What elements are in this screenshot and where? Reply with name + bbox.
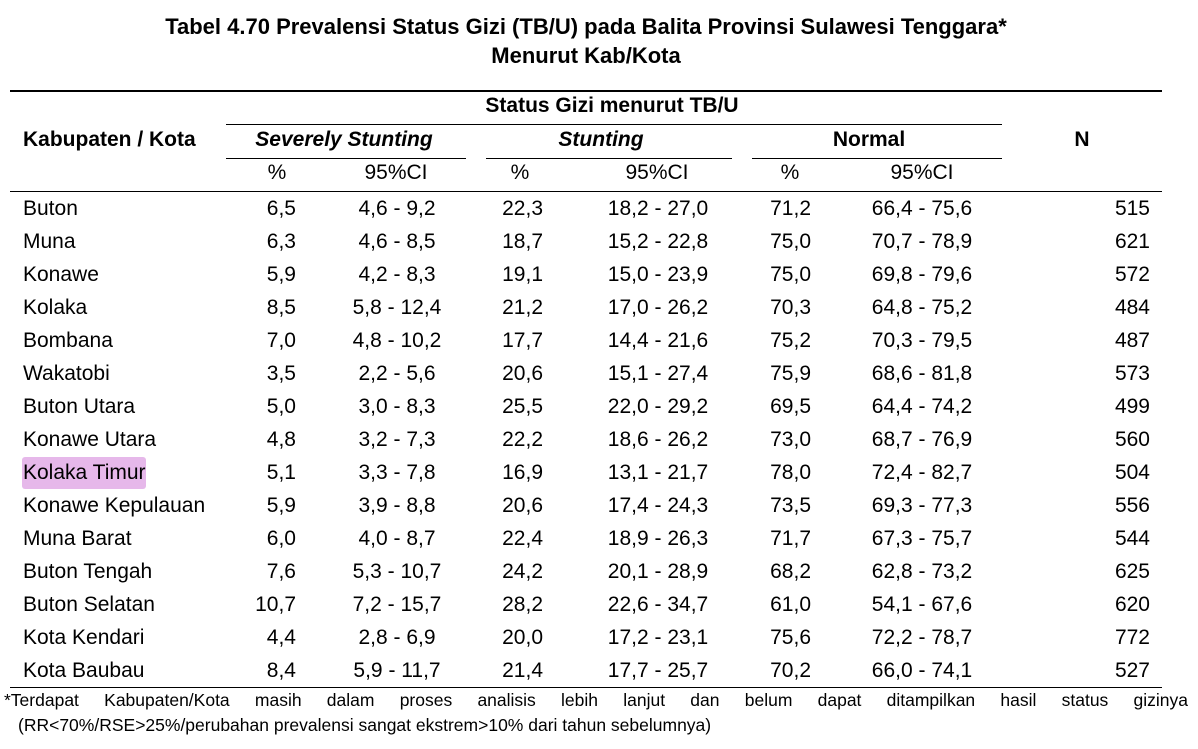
cell-ss-ci: 4,0 - 8,7	[358, 527, 436, 550]
cell-st-pct: 21,2	[502, 296, 543, 319]
cell-no-pct: 73,0	[770, 428, 811, 451]
cell-no-pct: 69,5	[770, 395, 811, 418]
stunting-ci-header: 95%CI	[625, 161, 689, 184]
cell-name: Buton Utara	[23, 395, 136, 418]
cell-name: Kota Baubau	[23, 659, 145, 682]
cell-ss-pct: 4,4	[266, 626, 296, 649]
cell-ss-ci: 4,2 - 8,3	[358, 263, 436, 286]
group-header: Status Gizi menurut TB/U	[485, 94, 739, 117]
cell-ss-ci: 3,9 - 8,8	[358, 494, 436, 517]
cell-no-pct: 70,3	[770, 296, 811, 319]
cell-name: Konawe	[23, 263, 99, 286]
cell-n: 772	[1114, 626, 1150, 649]
cell-ss-pct: 5,9	[266, 263, 296, 286]
normal-pct-header: %	[780, 161, 800, 184]
cell-ss-pct: 4,8	[266, 428, 296, 451]
cell-ss-ci: 3,0 - 8,3	[358, 395, 436, 418]
cell-n: 484	[1114, 296, 1150, 319]
cell-ss-pct: 7,0	[266, 329, 296, 352]
cell-ss-ci: 2,8 - 6,9	[358, 626, 436, 649]
cell-n: 499	[1114, 395, 1150, 418]
subgroup-rule-normal	[752, 158, 1002, 159]
normal-ci-header: 95%CI	[890, 161, 954, 184]
cell-n: 625	[1114, 560, 1150, 583]
cell-st-ci: 17,4 - 24,3	[607, 494, 709, 517]
group-rule	[226, 124, 1002, 125]
cell-st-ci: 17,7 - 25,7	[607, 659, 709, 682]
cell-n: 556	[1114, 494, 1150, 517]
cell-no-pct: 75,0	[770, 263, 811, 286]
cell-ss-pct: 6,0	[266, 527, 296, 550]
table-title-line1: Tabel 4.70 Prevalensi Status Gizi (TB/U) pada Balita Provinsi Sulawesi Tenggara*	[165, 14, 1007, 39]
cell-no-ci: 72,2 - 78,7	[871, 626, 973, 649]
cell-ss-ci: 4,8 - 10,2	[352, 329, 442, 352]
cell-no-ci: 66,0 - 74,1	[871, 659, 973, 682]
cell-no-pct: 61,0	[770, 593, 811, 616]
cell-st-pct: 18,7	[502, 230, 543, 253]
cell-st-pct: 22,4	[502, 527, 543, 550]
cell-ss-pct: 6,3	[266, 230, 296, 253]
cell-no-pct: 75,9	[770, 362, 811, 385]
cell-st-ci: 15,2 - 22,8	[607, 230, 709, 253]
cell-st-pct: 25,5	[502, 395, 543, 418]
cell-st-ci: 20,1 - 28,9	[607, 560, 709, 583]
cell-st-pct: 24,2	[502, 560, 543, 583]
cell-no-ci: 70,3 - 79,5	[871, 329, 973, 352]
cell-no-ci: 67,3 - 75,7	[871, 527, 973, 550]
cell-no-ci: 64,8 - 75,2	[871, 296, 973, 319]
cell-ss-pct: 3,5	[266, 362, 296, 385]
top-rule	[10, 90, 1162, 92]
cell-n: 572	[1114, 263, 1150, 286]
cell-name: Muna	[23, 230, 76, 253]
cell-st-pct: 22,3	[502, 197, 543, 220]
cell-n: 560	[1114, 428, 1150, 451]
cell-no-ci: 70,7 - 78,9	[871, 230, 973, 253]
cell-name: Bombana	[23, 329, 113, 352]
cell-no-pct: 71,7	[770, 527, 811, 550]
normal-header: Normal	[832, 128, 906, 151]
cell-n: 573	[1114, 362, 1150, 385]
cell-no-pct: 75,0	[770, 230, 811, 253]
stunting-header: Stunting	[558, 128, 644, 151]
cell-ss-ci: 3,2 - 7,3	[358, 428, 436, 451]
cell-name: Wakatobi	[23, 362, 110, 385]
footnote-line1: *Terdapat Kabupaten/Kota masih dalam proses analisis lebih lanjut dan belum dapat ditampilkan hasil status gizinya	[4, 690, 1188, 710]
cell-ss-pct: 5,1	[266, 461, 296, 484]
cell-st-pct: 20,0	[502, 626, 543, 649]
cell-no-ci: 64,4 - 74,2	[871, 395, 973, 418]
subgroup-rule-stunting	[486, 158, 732, 159]
cell-no-pct: 68,2	[770, 560, 811, 583]
cell-no-pct: 71,2	[770, 197, 811, 220]
table-title	[0, 12, 1172, 70]
severely-pct-header: %	[267, 161, 287, 184]
region-header: Kabupaten / Kota	[23, 128, 196, 151]
cell-st-pct: 22,2	[502, 428, 543, 451]
cell-st-pct: 20,6	[502, 362, 543, 385]
cell-name: Kolaka	[23, 296, 88, 319]
n-header: N	[1074, 128, 1090, 151]
cell-n: 487	[1114, 329, 1150, 352]
cell-ss-ci: 4,6 - 8,5	[358, 230, 436, 253]
cell-ss-pct: 5,0	[266, 395, 296, 418]
cell-st-pct: 17,7	[502, 329, 543, 352]
cell-ss-ci: 5,3 - 10,7	[352, 560, 442, 583]
table-title-line2: Menurut Kab/Kota	[491, 43, 681, 68]
cell-name: Buton Tengah	[23, 560, 153, 583]
cell-ss-pct: 7,6	[266, 560, 296, 583]
cell-name: Kolaka Timur	[23, 461, 146, 484]
cell-ss-pct: 6,5	[266, 197, 296, 220]
cell-ss-ci: 4,6 - 9,2	[358, 197, 436, 220]
cell-st-pct: 21,4	[502, 659, 543, 682]
severely-ci-header: 95%CI	[364, 161, 428, 184]
subgroup-rule-severely	[226, 158, 466, 159]
cell-no-ci: 72,4 - 82,7	[871, 461, 973, 484]
cell-st-ci: 17,0 - 26,2	[607, 296, 709, 319]
table-bottom-rule	[10, 687, 1162, 688]
cell-ss-pct: 8,5	[266, 296, 296, 319]
cell-ss-ci: 7,2 - 15,7	[352, 593, 442, 616]
severely-stunting-header: Severely Stunting	[255, 128, 433, 151]
cell-name: Buton	[23, 197, 78, 220]
cell-no-ci: 62,8 - 73,2	[871, 560, 973, 583]
cell-no-ci: 66,4 - 75,6	[871, 197, 973, 220]
cell-st-ci: 18,9 - 26,3	[607, 527, 709, 550]
cell-st-ci: 15,1 - 27,4	[607, 362, 709, 385]
cell-st-ci: 18,2 - 27,0	[607, 197, 709, 220]
cell-name: Kota Kendari	[23, 626, 145, 649]
cell-no-ci: 54,1 - 67,6	[871, 593, 973, 616]
footnote-line2: (RR<70%/RSE>25%/perubahan prevalensi sangat ekstrem>10% dari tahun sebelumnya)	[18, 715, 712, 735]
cell-st-ci: 15,0 - 23,9	[607, 263, 709, 286]
cell-no-pct: 78,0	[770, 461, 811, 484]
cell-no-pct: 75,6	[770, 626, 811, 649]
cell-no-ci: 68,7 - 76,9	[871, 428, 973, 451]
cell-no-pct: 70,2	[770, 659, 811, 682]
cell-st-ci: 13,1 - 21,7	[607, 461, 709, 484]
stunting-pct-header: %	[510, 161, 530, 184]
cell-n: 621	[1114, 230, 1150, 253]
cell-st-ci: 17,2 - 23,1	[607, 626, 709, 649]
cell-n: 504	[1114, 461, 1150, 484]
cell-n: 620	[1114, 593, 1150, 616]
cell-st-ci: 22,0 - 29,2	[607, 395, 709, 418]
cell-ss-pct: 5,9	[266, 494, 296, 517]
cell-no-ci: 69,3 - 77,3	[871, 494, 973, 517]
header-bottom-rule	[10, 191, 1162, 192]
cell-no-ci: 68,6 - 81,8	[871, 362, 973, 385]
cell-ss-ci: 5,9 - 11,7	[353, 659, 441, 682]
cell-st-pct: 19,1	[502, 263, 543, 286]
cell-st-pct: 16,9	[502, 461, 543, 484]
cell-st-ci: 18,6 - 26,2	[607, 428, 709, 451]
cell-no-ci: 69,8 - 79,6	[871, 263, 973, 286]
cell-name: Konawe Kepulauan	[23, 494, 206, 517]
cell-ss-ci: 3,3 - 7,8	[358, 461, 436, 484]
cell-no-pct: 73,5	[770, 494, 811, 517]
cell-ss-ci: 5,8 - 12,4	[352, 296, 442, 319]
cell-name: Muna Barat	[23, 527, 132, 550]
cell-n: 544	[1114, 527, 1150, 550]
cell-st-ci: 14,4 - 21,6	[607, 329, 709, 352]
cell-no-pct: 75,2	[770, 329, 811, 352]
cell-ss-pct: 10,7	[255, 593, 296, 616]
cell-ss-ci: 2,2 - 5,6	[358, 362, 436, 385]
cell-st-pct: 28,2	[502, 593, 543, 616]
cell-ss-pct: 8,4	[266, 659, 296, 682]
cell-st-pct: 20,6	[502, 494, 543, 517]
cell-n: 527	[1114, 659, 1150, 682]
cell-st-ci: 22,6 - 34,7	[607, 593, 709, 616]
cell-name: Konawe Utara	[23, 428, 157, 451]
cell-name: Buton Selatan	[23, 593, 155, 616]
cell-n: 515	[1114, 197, 1150, 220]
